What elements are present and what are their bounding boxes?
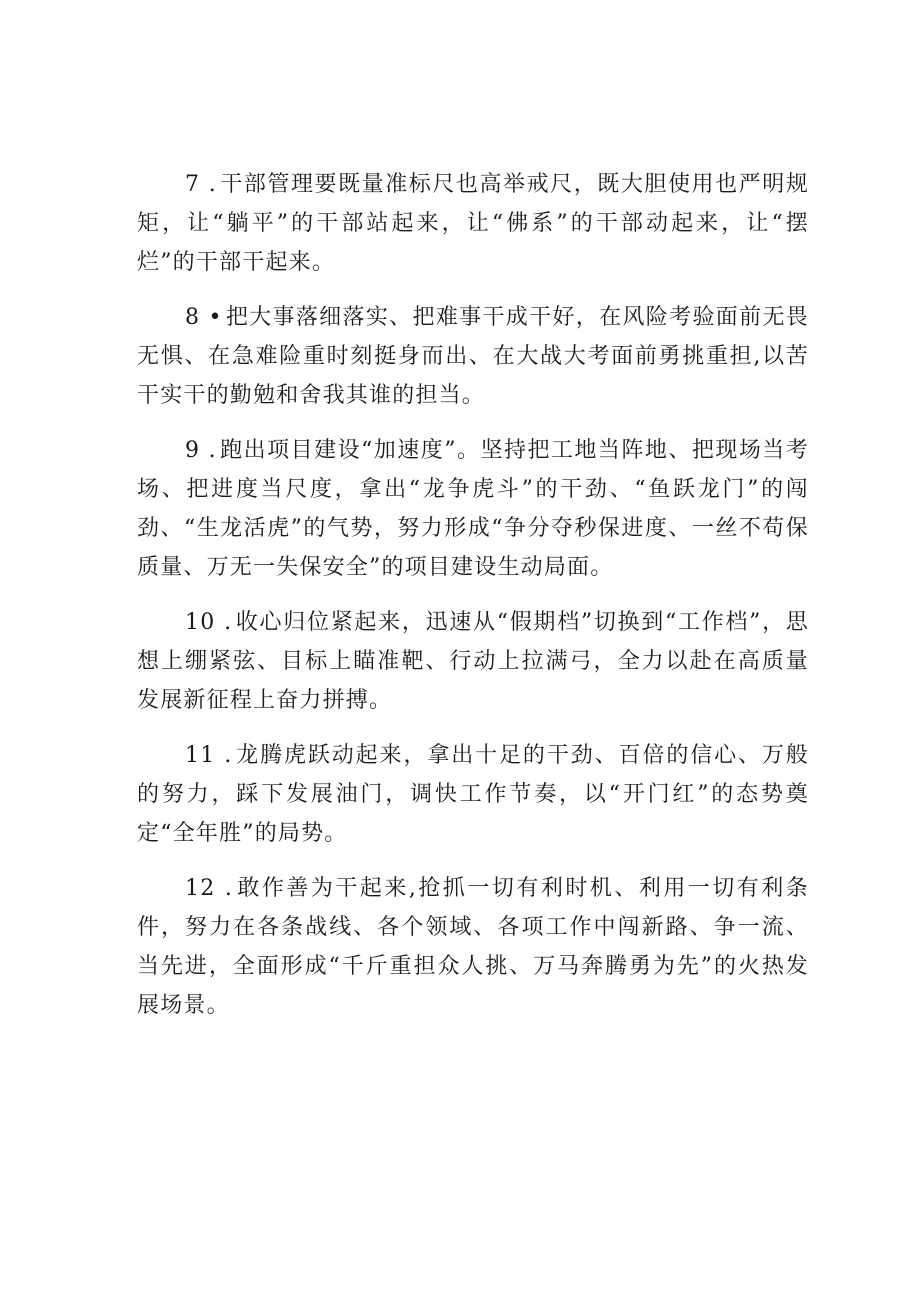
paragraph-text: 跑出项目建设“加速度”。坚持把工地当阵地、把现场当考场、把进度当尺度，拿出“龙争虎斗”的干劲、“鱼跃龙门”的闯劲、“生龙活虎”的气势，努力形成“争分夺秒保进度、一丝不苟保质量、万无一失保安全”的项目建设生动局面。 [137, 438, 809, 580]
paragraph-text: 龙腾虎跃动起来，拿出十足的干劲、百倍的信心、万般的努力，踩下发展油门，调快工作节奏，以“开门红”的态势奠定“全年胜”的局势。 [137, 743, 809, 846]
paragraph-number: 7 . [185, 172, 217, 197]
paragraph-number: 10 . [185, 610, 233, 635]
paragraph-10 [137, 603, 809, 720]
paragraph-number: 12 . [185, 876, 234, 901]
paragraph-11 [137, 736, 809, 853]
paragraph-7 [137, 165, 809, 282]
paragraph-text: 敢作善为干起来,抢抓一切有利时机、利用一切有利条件，努力在各条战线、各个领域、各项工作中闯新路、争一流、当先进，全面形成“千斤重担众人挑、万马奔腾勇为先”的火热发展场景。 [137, 876, 809, 1018]
paragraph-text: 干部管理要既量准标尺也高举戒尺，既大胆使用也严明规矩，让“躺平”的干部站起来，让“佛系”的干部动起来，让“摆烂”的干部干起来。 [137, 172, 809, 275]
paragraph-number: 11 . [185, 743, 233, 768]
paragraph-number: 9 . [185, 438, 217, 463]
paragraph-12 [137, 869, 809, 1025]
paragraph-8 [137, 298, 809, 415]
paragraph-9 [137, 431, 809, 587]
paragraph-text: 把大事落细落实、把难事干成干好，在风险考验面前无畏无惧、在急难险重时刻挺身而出、在大战大考面前勇挑重担,以苦干实干的勤勉和舍我其谁的担当。 [137, 305, 809, 408]
paragraph-text: 收心归位紧起来，迅速从“假期档”切换到“工作档”，思想上绷紧弦、目标上瞄准靶、行动上拉满弓，全力以赴在高质量发展新征程上奋力拼搏。 [137, 610, 809, 713]
document-body [137, 165, 809, 1041]
paragraph-number: 8 • [185, 305, 223, 330]
